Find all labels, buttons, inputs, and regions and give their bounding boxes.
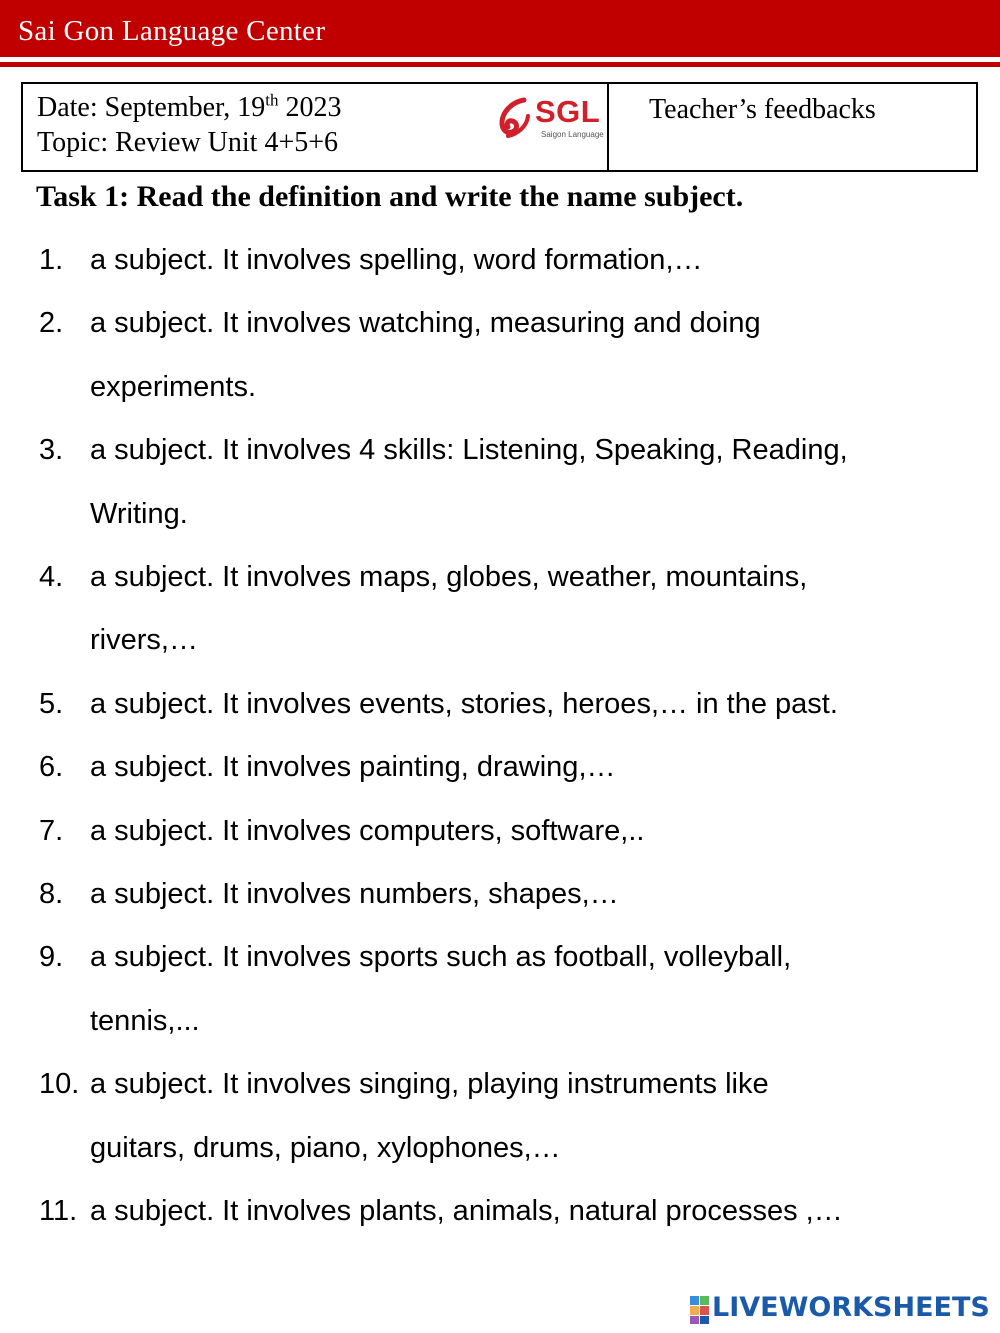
item-number: 6. <box>39 751 64 784</box>
item-text-line: a subject. It involves events, stories, heroes,… in the past. <box>90 687 838 720</box>
topic-line: Topic: Review Unit 4+5+6 <box>37 127 339 158</box>
item-number: 3. <box>39 434 64 467</box>
item-text-line: guitars, drums, piano, xylophones,… <box>90 1131 561 1164</box>
item-number: 11. <box>39 1195 78 1227</box>
date-prefix: Date: September, 19 <box>37 92 266 123</box>
item-text-line: a subject. It involves spelling, word formation,… <box>90 244 703 276</box>
item-text-line: a subject. It involves numbers, shapes,… <box>90 878 619 910</box>
logo-text: SGL <box>535 94 601 129</box>
item-text-line: a subject. It involves painting, drawing,… <box>90 751 616 784</box>
item-text-line: rivers,… <box>90 624 198 657</box>
header-title: Sai Gon Language Center <box>18 15 326 47</box>
logo-subtext: Saigon Language <box>541 130 604 139</box>
sgl-logo <box>491 94 607 144</box>
sgl-swirl-icon <box>494 96 536 144</box>
item-number: 4. <box>39 561 64 593</box>
info-table <box>21 82 978 172</box>
date-suffix: 2023 <box>278 92 342 123</box>
table-divider <box>607 84 609 170</box>
item-text-line: tennis,... <box>90 1004 200 1037</box>
item-text-line: experiments. <box>90 370 257 403</box>
item-number: 8. <box>39 878 64 910</box>
item-text-line: a subject. It involves watching, measuring and doing <box>90 307 761 340</box>
item-text-line: a subject. It involves 4 skills: Listening, Speaking, Reading, <box>90 434 848 467</box>
item-text-line: a subject. It involves maps, globes, weather, mountains, <box>90 561 808 593</box>
item-text-line: a subject. It involves plants, animals, natural processes ,… <box>90 1195 843 1227</box>
item-number: 2. <box>39 307 64 340</box>
item-number: 7. <box>39 814 64 847</box>
item-text-line: a subject. It involves singing, playing instruments like <box>90 1068 769 1101</box>
task-heading: Task 1: Read the definition and write the name subject. <box>36 180 744 213</box>
header-rule <box>0 62 1000 67</box>
watermark-text: LIVEWORKSHEETS <box>712 1292 990 1323</box>
date-line <box>37 92 342 124</box>
item-number: 1. <box>39 244 64 276</box>
item-number: 9. <box>39 941 64 974</box>
teacher-feedback-label: Teacher’s feedbacks <box>649 94 876 125</box>
item-number: 5. <box>39 687 64 720</box>
item-text-line: a subject. It involves sports such as football, volleyball, <box>90 941 792 974</box>
item-text-line: Writing. <box>90 497 188 530</box>
item-text-line: a subject. It involves computers, software,.. <box>90 814 645 847</box>
liveworksheets-logo-icon <box>690 1296 710 1324</box>
item-number: 10. <box>39 1068 80 1101</box>
date-sup: th <box>265 90 279 110</box>
liveworksheets-watermark <box>690 1290 990 1330</box>
header-bar <box>0 0 1000 57</box>
